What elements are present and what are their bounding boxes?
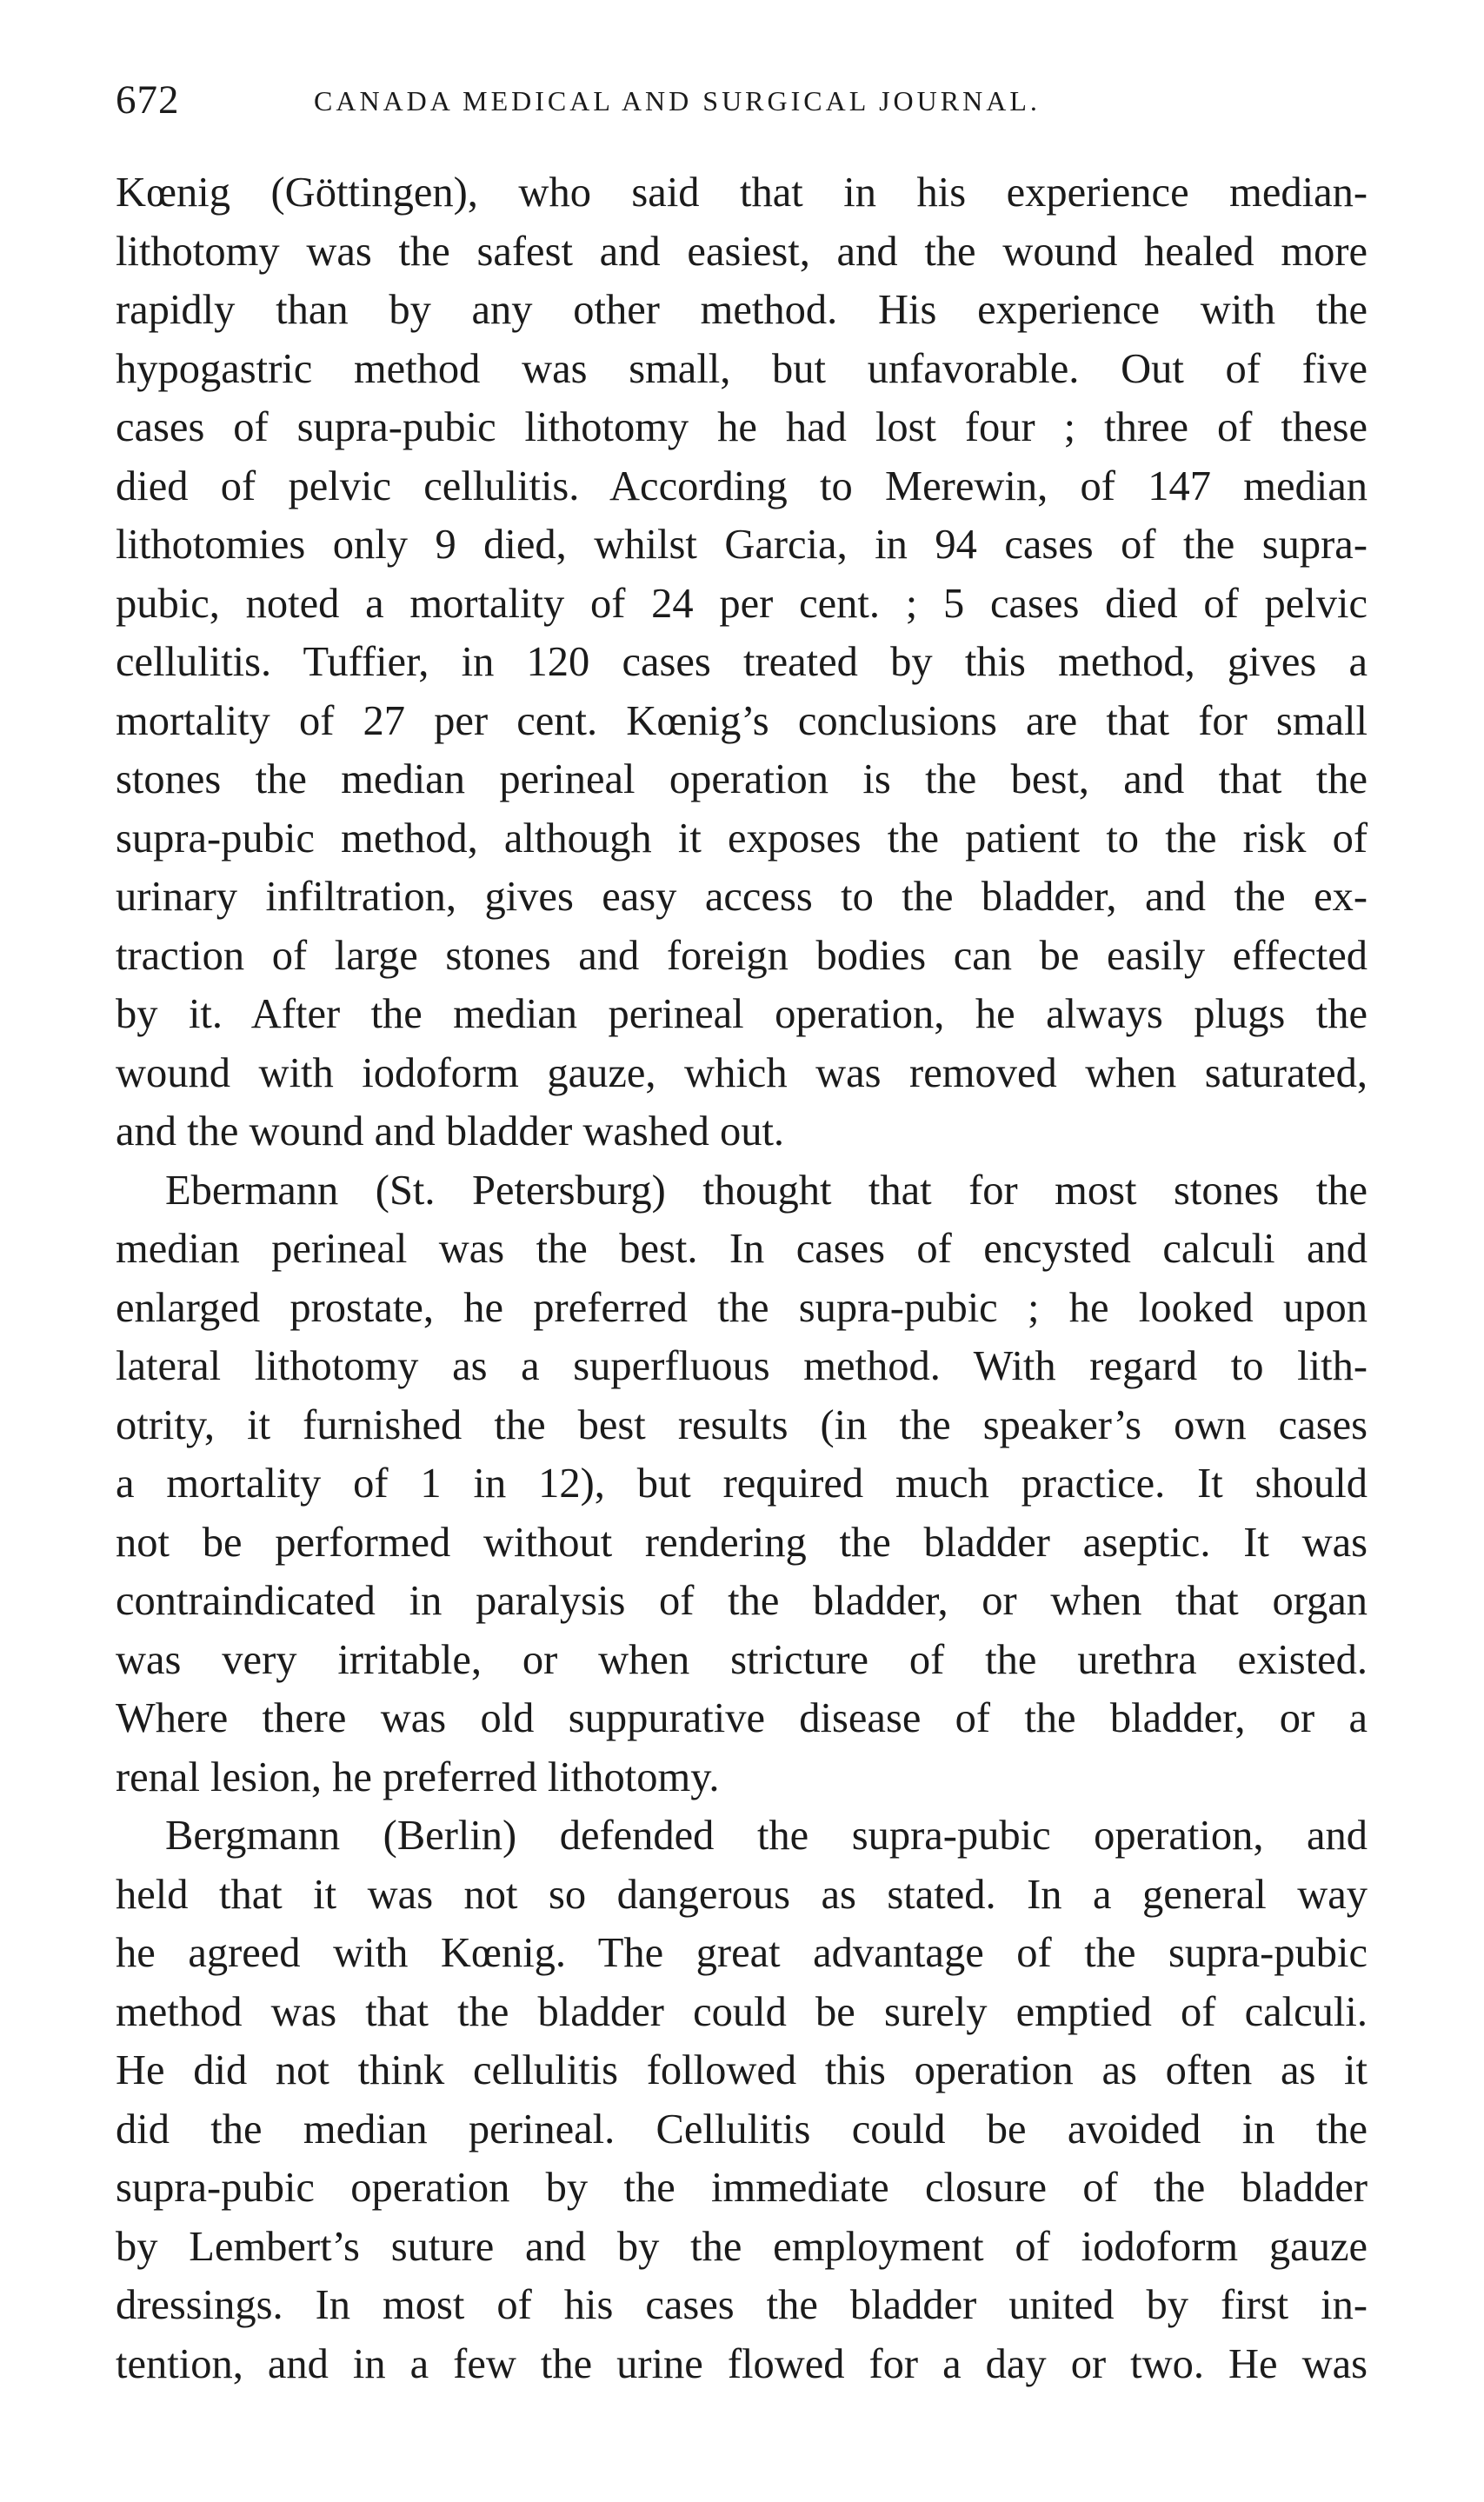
paragraph-koenig — [116, 163, 1368, 1161]
text-line: supra-pubic operation by the immediate closure of the bladder — [116, 2165, 1368, 2211]
text-line: dressings. In most of his cases the bladder united by first in- — [116, 2282, 1368, 2328]
text-line: lateral lithotomy as a superfluous method. With regard to lith- — [116, 1343, 1368, 1389]
text-line: pubic, noted a mortality of 24 per cent. ; 5 cases died of pelvic — [116, 580, 1368, 627]
page-number: 672 — [116, 77, 180, 123]
text-line: he agreed with Kœnig. The great advantage of the supra-pubic — [116, 1930, 1368, 1976]
text-line: Ebermann (St. Petersburg) thought that for most stones the — [165, 1167, 1368, 1214]
text-line: Where there was old suppurative disease of the bladder, or a — [116, 1695, 1368, 1741]
text-line: rapidly than by any other method. His experience with the — [116, 287, 1368, 333]
text-line: Bergmann (Berlin) defended the supra-pubic operation, and — [165, 1813, 1368, 1859]
text-line: cellulitis. Tuffier, in 120 cases treated by this method, gives a — [116, 639, 1368, 685]
text-line: by Lembert’s suture and by the employment of iodoform gauze — [116, 2223, 1368, 2270]
text-line: lithotomy was the safest and easiest, and the wound healed more — [116, 228, 1368, 275]
text-line: hypogastric method was small, but unfavorable. Out of five — [116, 345, 1368, 392]
text-line: held that it was not so dangerous as stated. In a general way — [116, 1871, 1368, 1918]
text-line: renal lesion, he preferred lithotomy. — [116, 1753, 720, 1800]
paragraph-bergmann — [116, 1807, 1368, 2393]
text-line: enlarged prostate, he preferred the supra-pubic ; he looked upon — [116, 1284, 1368, 1331]
text-line: median perineal was the best. In cases of encysted calculi and — [116, 1226, 1368, 1272]
text-line: contraindicated in paralysis of the bladder, or when that organ — [116, 1578, 1368, 1624]
text-line: method was that the bladder could be surely emptied of calculi. — [116, 1988, 1368, 2035]
text-line: did the median perineal. Cellulitis could be avoided in the — [116, 2106, 1368, 2153]
text-line: traction of large stones and foreign bodies can be easily effected — [116, 932, 1368, 979]
text-line: was very irritable, or when stricture of the urethra existed. — [116, 1636, 1368, 1683]
text-line: supra-pubic method, although it exposes the patient to the risk of — [116, 815, 1368, 862]
text-line: cases of supra-pubic lithotomy he had lost four ; three of these — [116, 404, 1368, 450]
paragraph-ebermann — [116, 1161, 1368, 1807]
article-body — [116, 163, 1368, 2393]
running-head — [116, 77, 1368, 129]
text-line: tention, and in a few the urine flowed for a day or two. He was — [116, 2340, 1368, 2387]
text-line: urinary infiltration, gives easy access to the bladder, and the ex- — [116, 874, 1368, 920]
text-line: mortality of 27 per cent. Kœnig’s conclusions are that for small — [116, 697, 1368, 744]
text-line: a mortality of 1 in 12), but required much practice. It should — [116, 1461, 1368, 1507]
text-line: died of pelvic cellulitis. According to Merewin, of 147 median — [116, 462, 1368, 509]
text-line: He did not think cellulitis followed this operation as often as it — [116, 2047, 1368, 2093]
text-line: otrity, it furnished the best results (in the speaker’s own cases — [116, 1401, 1368, 1448]
text-line: wound with iodoform gauze, which was removed when saturated, — [116, 1049, 1368, 1096]
text-line: by it. After the median perineal operation, he always plugs the — [116, 991, 1368, 1037]
text-line: lithotomies only 9 died, whilst Garcia, in 94 cases of the supra- — [116, 522, 1368, 568]
text-line: and the wound and bladder washed out. — [116, 1108, 785, 1155]
text-line: Kœnig (Göttingen), who said that in his experience median- — [116, 170, 1368, 216]
journal-title: CANADA MEDICAL AND SURGICAL JOURNAL. — [314, 85, 1041, 116]
text-line: stones the median perineal operation is the best, and that the — [116, 756, 1368, 802]
text-line: not be performed without rendering the bladder aseptic. It was — [116, 1519, 1368, 1566]
